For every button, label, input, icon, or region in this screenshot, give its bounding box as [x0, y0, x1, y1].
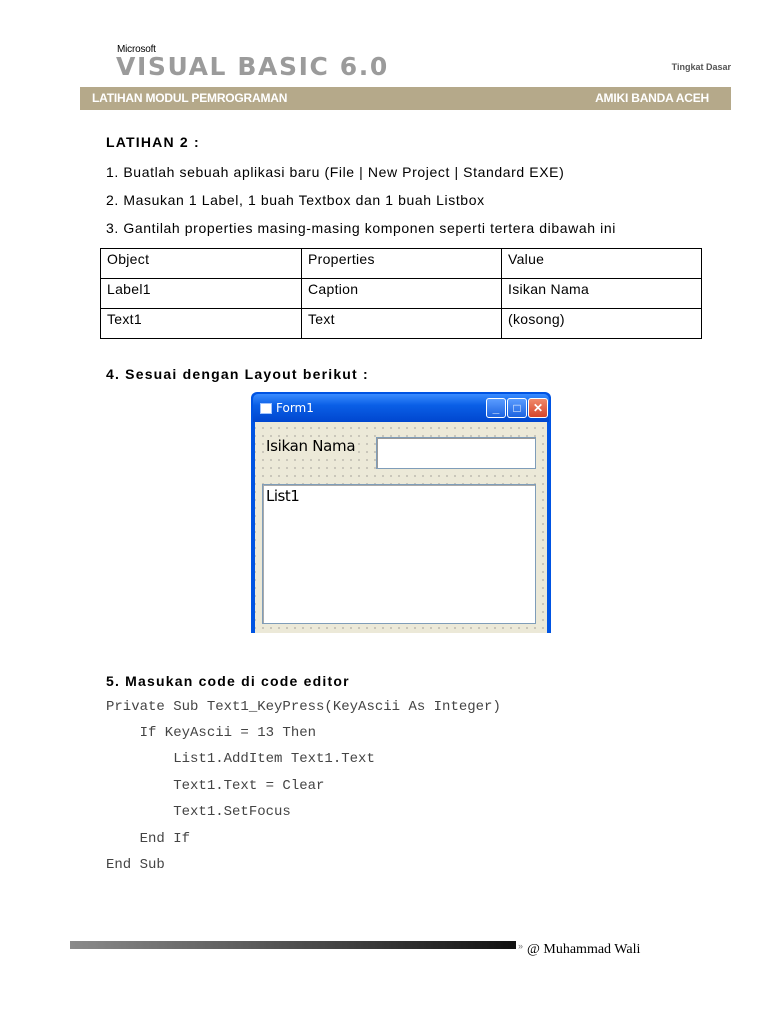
code-line: List1.AddItem Text1.Text	[106, 751, 375, 767]
maximize-button[interactable]	[507, 398, 527, 418]
table-row	[101, 279, 702, 309]
table-row	[101, 309, 702, 339]
module-label: LATIHAN MODUL PEMROGRAMAN	[92, 91, 288, 105]
footer-author: @ Muhammad Wali	[527, 942, 641, 957]
code-line: Private Sub Text1_KeyPress(KeyAscii As Integer)	[106, 699, 501, 715]
table-cell: Label1	[101, 279, 302, 309]
code-line: Text1.Text = Clear	[106, 778, 325, 794]
exercise-title: LATIHAN 2 :	[106, 134, 200, 150]
table-header-row	[101, 249, 702, 279]
step-3: 3. Gantilah properties masing-masing komponen seperti tertera dibawah ini	[106, 220, 616, 236]
code-line: If KeyAscii = 13 Then	[106, 725, 317, 741]
table-cell: Text1	[101, 309, 302, 339]
layout-heading: 4. Sesuai dengan Layout berikut :	[106, 366, 369, 382]
close-button[interactable]	[528, 398, 548, 418]
table-cell: Text	[302, 309, 502, 339]
close-icon: ✕	[532, 401, 544, 415]
minimize-icon: _	[492, 401, 500, 415]
table-header-cell: Properties	[302, 249, 502, 279]
code-line: End If	[106, 831, 191, 847]
table-cell: Isikan Nama	[502, 279, 702, 309]
table-cell: (kosong)	[502, 309, 702, 339]
text1-input[interactable]	[376, 437, 536, 469]
footer-arrow-icon: »	[518, 941, 524, 951]
microsoft-wordmark: Microsoft	[117, 44, 156, 55]
level-label: Tingkat Dasar	[671, 62, 731, 72]
code-heading: 5. Masukan code di code editor	[106, 673, 350, 689]
step-1: 1. Buatlah sebuah aplikasi baru (File | New Project | Standard EXE)	[106, 164, 565, 180]
table-header-cell: Object	[101, 249, 302, 279]
institution-label: AMIKI BANDA ACEH	[595, 91, 709, 105]
table-header-cell: Value	[502, 249, 702, 279]
footer-bar	[70, 941, 516, 949]
visual-basic-title: VISUAL BASIC 6.0	[116, 52, 389, 81]
step-2: 2. Masukan 1 Label, 1 buah Textbox dan 1 buah Listbox	[106, 192, 485, 208]
code-line: Text1.SetFocus	[106, 804, 291, 820]
minimize-button[interactable]	[486, 398, 506, 418]
maximize-icon: □	[513, 401, 521, 415]
list1-name: List1	[266, 487, 300, 505]
form-app-icon	[260, 403, 272, 414]
properties-table	[100, 248, 702, 339]
code-line: End Sub	[106, 857, 165, 873]
label1-caption: Isikan Nama	[266, 437, 356, 455]
table-cell: Caption	[302, 279, 502, 309]
list1-listbox[interactable]	[262, 484, 536, 624]
form-title: Form1	[276, 401, 314, 415]
